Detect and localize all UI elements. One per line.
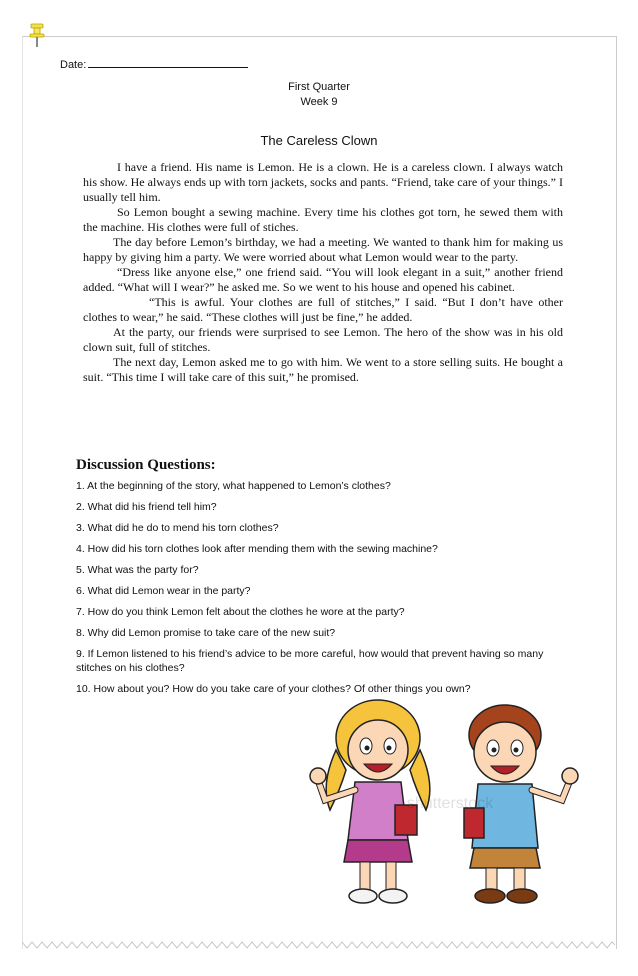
story-paragraph: “This is awful. Your clothes are full of stitches,” I said. “But I don’t have other clothes to wear,” he said. “These clothes will just be fine,” he added. xyxy=(83,295,563,324)
date-blank-line xyxy=(88,57,248,68)
story-body xyxy=(83,160,563,385)
pushpin-icon xyxy=(28,22,46,48)
story-title: The Careless Clown xyxy=(260,133,378,148)
story-paragraph: At the party, our friends were surprised to see Lemon. The hero of the show was in his old clown suit, full of stitches. xyxy=(83,325,563,354)
story-paragraph: The next day, Lemon asked me to go with him. We went to a store selling suits. He bought a suit. “This time I will take care of this suit,” he promised. xyxy=(83,355,563,384)
watermark-text: shutterstock xyxy=(406,795,494,812)
question-item: 5. What was the party for? xyxy=(76,564,199,576)
question-item: 4. How did his torn clothes look after mending them with the sewing machine? xyxy=(76,543,438,555)
discussion-questions-list xyxy=(76,479,546,703)
question-item: 8. Why did Lemon promise to take care of the new suit? xyxy=(76,627,336,639)
question-item: 3. What did he do to mend his torn clothes? xyxy=(76,522,279,534)
story-paragraph: So Lemon bought a sewing machine. Every time his clothes got torn, he sewed them with the machine. His clothes were full of stiches. xyxy=(83,205,563,234)
question-item: 7. How do you think Lemon felt about the clothes he wore at the party? xyxy=(76,606,405,618)
story-paragraph: The day before Lemon’s birthday, we had a meeting. We wanted to thank him for making us happy by giving him a party. We were worried about what Lemon would wear to the party. xyxy=(83,235,563,264)
kids-thumbs-up-illustration xyxy=(300,690,600,910)
date-field xyxy=(60,57,248,71)
discussion-title: Discussion Questions: xyxy=(76,457,216,473)
date-label: Date: xyxy=(60,59,87,71)
quarter-heading: First Quarter xyxy=(288,81,350,93)
page-border-zigzag xyxy=(22,940,615,950)
question-item: 2. What did his friend tell him? xyxy=(76,501,217,513)
question-item: 9. If Lemon listened to his friend’s advice to be more careful, how would that prevent having so many stitches on his clothes? xyxy=(76,648,544,674)
story-paragraph: “Dress like anyone else,” one friend said. “You will look elegant in a suit,” another friend added. “What will I wear?” he asked me. So we went to his house and opened his cabinet. xyxy=(83,265,563,294)
week-heading: Week 9 xyxy=(300,96,338,108)
question-item: 1. At the beginning of the story, what happened to Lemon’s clothes? xyxy=(76,480,391,492)
question-item: 6. What did Lemon wear in the party? xyxy=(76,585,251,597)
question-item: 10. How about you? How do you take care of your clothes? Of other things you own? xyxy=(76,683,471,695)
story-paragraph: I have a friend. His name is Lemon. He is a clown. He is a careless clown. I always watch his show. He always ends up with torn jackets, socks and pants. “Friend, take care of your things.” I usually tell him. xyxy=(83,160,563,204)
